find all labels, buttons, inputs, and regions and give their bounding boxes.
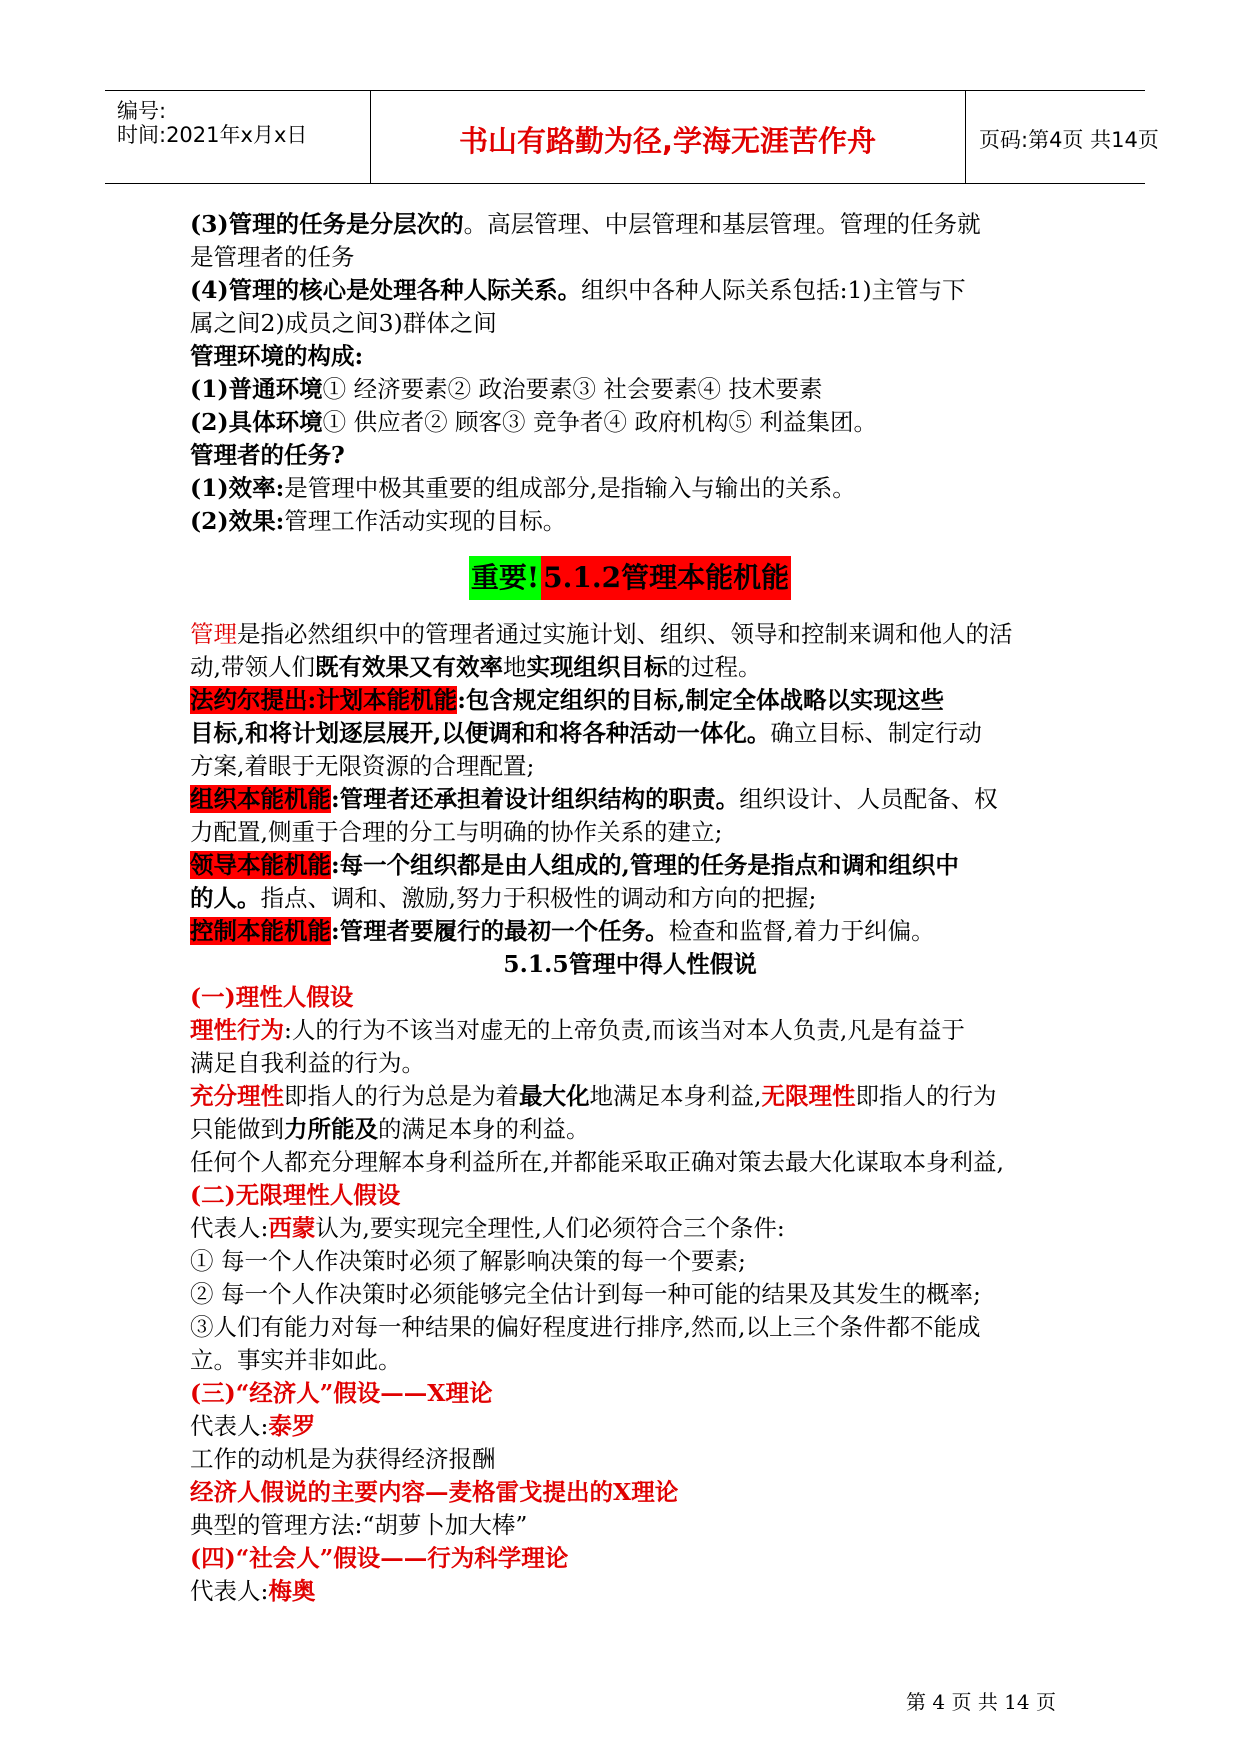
header-right-cell: [965, 91, 1159, 183]
subsection-heading: (一)理性人假设: [190, 983, 354, 1011]
document-body: [190, 208, 1070, 1608]
text-line: 理性行为:人的行为不该当对虚无的上帝负责,而该当对本人负责,凡是有益于: [190, 1016, 965, 1044]
page-header: [105, 90, 1159, 184]
text-line: (4)管理的核心是处理各种人际关系。组织中各种人际关系包括:1)主管与下: [190, 276, 966, 304]
banner-title: 5.1.2管理本能机能: [541, 556, 791, 600]
section-heading: 管理环境的构成:: [190, 342, 364, 370]
subsection-heading: (四)“社会人”假设——行为科学理论: [190, 1544, 569, 1572]
subsection-heading: (二)无限理性人假设: [190, 1181, 401, 1209]
section-title: 5.1.5管理中得人性假说: [503, 950, 757, 978]
text-line: 控制本能机能:管理者要履行的最初一个任务。检查和监督,着力于纠偏。: [190, 917, 935, 945]
text-line: (1)效率:是管理中极其重要的组成部分,是指输入与输出的关系。: [190, 474, 856, 502]
text-line: 组织本能机能:管理者还承担着设计组织结构的职责。组织设计、人员配备、权: [190, 785, 998, 813]
header-left-cell: [105, 91, 371, 183]
section-heading: 管理者的任务?: [190, 441, 345, 469]
text-line: 领导本能机能:每一个组织都是由人组成的,管理的任务是指点和调和组织中: [190, 851, 959, 879]
text-line: 任何个人都充分理解本身利益所在,并都能采取正确对策去最大化谋取本身利益,: [190, 1148, 1004, 1176]
page-code: 页码:第4页 共14页: [979, 128, 1159, 152]
text-line: (3)管理的任务是分层次的。高层管理、中层管理和基层管理。管理的任务就: [190, 210, 981, 238]
text-line: ③人们有能力对每一种结果的偏好程度进行排序,然而,以上三个条件都不能成: [190, 1313, 981, 1341]
text-line: 管理是指必然组织中的管理者通过实施计划、组织、领导和控制来调和他人的活: [190, 620, 1013, 648]
text-line: (2)效果:管理工作活动实现的目标。: [190, 507, 567, 535]
text-line: 典型的管理方法:“胡萝卜加大棒”: [190, 1511, 528, 1539]
text-line: 法约尔提出:计划本能机能:包含规定组织的目标,制定全体战略以实现这些: [190, 686, 945, 714]
footer-page-number: 第 4 页 共 14 页: [906, 1690, 1056, 1714]
text-line: 的人。指点、调和、激励,努力于积极性的调动和方向的把握;: [190, 884, 817, 912]
banner-important: 重要!: [469, 556, 541, 600]
important-banner: [190, 556, 1070, 602]
text-line: 立。事实并非如此。: [190, 1346, 402, 1374]
text-line: 目标,和将计划逐层展开,以便调和和将各种活动一体化。确立目标、制定行动: [190, 719, 982, 747]
text-line: 动,带领人们既有效果又有效率地实现组织目标的过程。: [190, 653, 762, 681]
text-line: 属之间2)成员之间3)群体之间: [190, 309, 497, 337]
text-line: 方案,着眼于无限资源的合理配置;: [190, 752, 535, 780]
text-line: 代表人:泰罗: [190, 1412, 316, 1440]
motto: 书山有路勤为径,学海无涯苦作舟: [458, 124, 877, 158]
time-label: 时间:2021年x月x日: [117, 123, 308, 147]
subsection-heading: (三)“经济人”假设——X理论: [190, 1379, 493, 1407]
text-line: 是管理者的任务: [190, 243, 355, 271]
text-line: 代表人:西蒙认为,要实现完全理性,人们必须符合三个条件:: [190, 1214, 785, 1242]
text-line: (1)普通环境① 经济要素② 政治要素③ 社会要素④ 技术要素: [190, 375, 823, 403]
number-label: 编号:: [117, 99, 167, 123]
text-line: 力配置,侧重于合理的分工与明确的协作关系的建立;: [190, 818, 723, 846]
text-line: 只能做到力所能及的满足本身的利益。: [190, 1115, 590, 1143]
text-line: 工作的动机是为获得经济报酬: [190, 1445, 496, 1473]
text-line: 充分理性即指人的行为总是为着最大化地满足本身利益,无限理性即指人的行为: [190, 1082, 997, 1110]
text-line: 代表人:梅奥: [190, 1577, 316, 1605]
header-mid-cell: [370, 91, 966, 183]
text-line: 满足自我利益的行为。: [190, 1049, 425, 1077]
text-line: (2)具体环境① 供应者② 顾客③ 竞争者④ 政府机构⑤ 利益集团。: [190, 408, 877, 436]
text-line: ② 每一个人作决策时必须能够完全估计到每一种可能的结果及其发生的概率;: [190, 1280, 981, 1308]
text-line: 经济人假说的主要内容—麦格雷戈提出的X理论: [190, 1478, 679, 1506]
text-line: ① 每一个人作决策时必须了解影响决策的每一个要素;: [190, 1247, 746, 1275]
